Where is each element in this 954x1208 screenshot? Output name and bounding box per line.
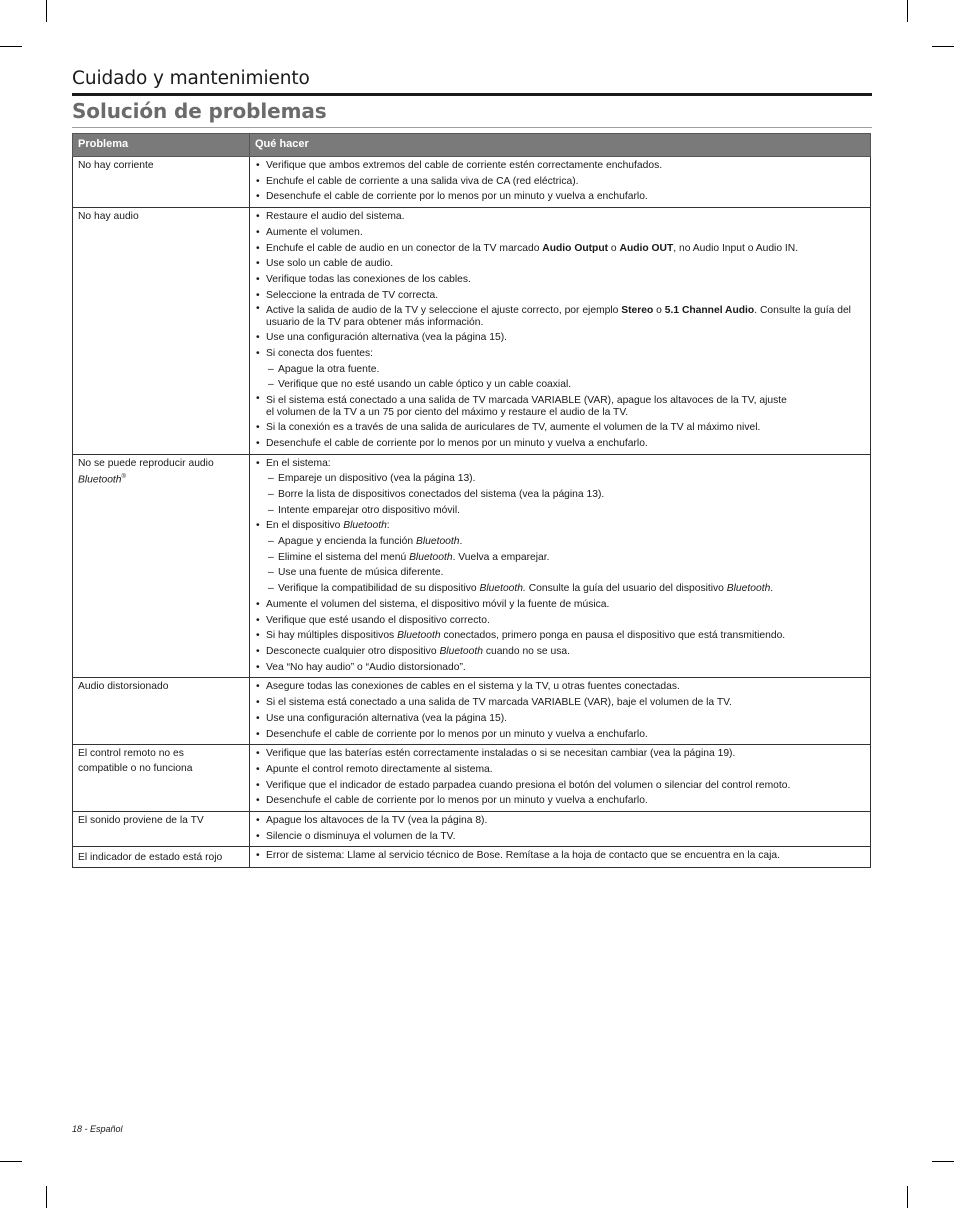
action-item bbox=[255, 346, 865, 393]
italic-term: Bluetooth bbox=[343, 520, 387, 532]
action-text: Active la salida de audio de la TV y seleccione el ajuste correcto, por ejemplo bbox=[266, 305, 622, 317]
problem-text: El control remoto no es bbox=[78, 748, 184, 760]
crop-mark bbox=[907, 1186, 908, 1208]
sub-action-item bbox=[266, 534, 865, 550]
action-text: Si hay múltiples dispositivos bbox=[266, 630, 398, 642]
troubleshooting-table bbox=[72, 133, 871, 868]
action-text: . Vuelva a emparejar. bbox=[452, 551, 550, 563]
problem-text: No hay corriente bbox=[78, 160, 154, 171]
action-item bbox=[255, 456, 865, 519]
action-item: • Restaure el audio del sistema. bbox=[255, 209, 865, 225]
italic-term: Bluetooth bbox=[726, 583, 771, 595]
problem-cell bbox=[73, 745, 250, 812]
problem-cell bbox=[73, 157, 250, 208]
problem-cell bbox=[73, 678, 250, 745]
action-text: cuando no se usa. bbox=[482, 645, 570, 657]
action-text: Apague y encienda la función bbox=[278, 536, 416, 548]
problem-text: Audio distorsionado bbox=[78, 681, 169, 693]
action-item: • Aumente el volumen del sistema, el dispositivo móvil y la fuente de música. bbox=[255, 597, 865, 613]
action-text: En el dispositivo bbox=[266, 520, 344, 532]
action-cell bbox=[250, 678, 871, 745]
action-item bbox=[255, 303, 865, 330]
action-text: En el sistema: bbox=[266, 457, 331, 469]
problem-cell bbox=[73, 454, 250, 678]
action-text: o bbox=[608, 242, 620, 254]
sub-action-item: – Apague la otra fuente. bbox=[266, 362, 865, 378]
action-cell bbox=[250, 745, 871, 812]
sub-action-item bbox=[266, 581, 865, 597]
action-item: • Asegure todas las conexiones de cables en el sistema y la TV, u otras fuentes conectadas. bbox=[255, 679, 865, 695]
action-text: Si el sistema está conectado a una salida de TV marcada VARIABLE (VAR), apague los altavoces de la TV, ajuste bbox=[266, 395, 787, 407]
problem-cell bbox=[73, 208, 250, 454]
crop-mark bbox=[46, 0, 47, 22]
action-item: • Use una configuración alternativa (vea la página 15). bbox=[255, 330, 865, 346]
action-item: • Vea “No hay audio” o “Audio distorsionado”. bbox=[255, 660, 865, 676]
action-item bbox=[255, 628, 865, 644]
column-header-action: Qué hacer bbox=[250, 134, 871, 157]
action-cell bbox=[250, 454, 871, 678]
action-text: Enchufe el cable de audio en un conector de la TV marcado bbox=[266, 242, 543, 254]
crop-mark bbox=[46, 1186, 47, 1208]
italic-term: Bluetooth bbox=[397, 630, 441, 642]
action-cell bbox=[250, 847, 871, 868]
sub-action-item: – Borre la lista de dispositivos conectados del sistema (vea la página 13). bbox=[266, 487, 865, 503]
action-item: • Error de sistema: Llame al servicio técnico de Bose. Remítase a la hoja de contacto que se encuentra en la caja. bbox=[255, 848, 865, 864]
italic-term: Bluetooth. bbox=[479, 583, 526, 595]
action-item: • Verifique que las baterías estén correctamente instaladas o si se necesitan cambiar (vea la página 19). bbox=[255, 746, 865, 762]
registered-mark: ® bbox=[121, 474, 126, 481]
action-item: • Enchufe el cable de corriente a una salida viva de CA (red eléctrica). bbox=[255, 174, 865, 190]
sub-action-item: – Verifique que no esté usando un cable óptico y un cable coaxial. bbox=[266, 377, 865, 393]
sub-action-item bbox=[266, 565, 865, 581]
action-item: • Aumente el volumen. bbox=[255, 225, 865, 241]
problem-text: No se puede reproducir audio bbox=[78, 457, 214, 469]
problem-text bbox=[78, 471, 244, 487]
action-text: el volumen de la TV a un 75 por ciento del máximo y restaure el audio de la TV. bbox=[266, 406, 629, 418]
action-item: • Si el sistema está conectado a una salida de TV marcada VARIABLE (VAR), baje el volumen de la TV. bbox=[255, 695, 865, 711]
action-text: conectados, primero ponga en pausa el dispositivo que está transmitiendo. bbox=[440, 630, 786, 642]
action-item: • Use una configuración alternativa (vea la página 15). bbox=[255, 711, 865, 727]
action-cell bbox=[250, 812, 871, 847]
sub-action-item: – Empareje un dispositivo (vea la página 13). bbox=[266, 471, 865, 487]
action-item: • Apunte el control remoto directamente al sistema. bbox=[255, 762, 865, 778]
action-item bbox=[255, 241, 865, 257]
column-header-problem: Problema bbox=[73, 134, 250, 157]
bold-term: 5.1 Channel Audio bbox=[664, 305, 755, 317]
action-item: • Verifique todas las conexiones de los cables. bbox=[255, 272, 865, 288]
action-text: Si conecta dos fuentes: bbox=[266, 348, 374, 360]
action-item: • Verifique que el indicador de estado parpadea cuando presiona el botón del volumen o silenciar del control remoto. bbox=[255, 778, 865, 794]
action-item bbox=[255, 518, 865, 597]
table-row bbox=[73, 208, 871, 454]
crop-mark bbox=[0, 1161, 22, 1162]
table-row bbox=[73, 847, 871, 868]
italic-term: Bluetooth bbox=[409, 551, 453, 563]
problem-text: No hay audio bbox=[78, 211, 139, 223]
table-row bbox=[73, 454, 871, 678]
action-item: • Verifique que esté usando el dispositivo correcto. bbox=[255, 613, 865, 629]
header-rule bbox=[72, 93, 872, 96]
action-item bbox=[255, 393, 865, 420]
italic-term: Bluetooth bbox=[78, 474, 122, 486]
table-header-row bbox=[73, 134, 871, 157]
action-text: . bbox=[770, 583, 774, 595]
bold-term: Audio Output bbox=[542, 242, 609, 254]
crop-mark bbox=[932, 46, 954, 47]
action-item: • Desenchufe el cable de corriente por lo menos por un minuto y vuelva a enchufarlo. bbox=[255, 793, 865, 809]
table-row bbox=[73, 157, 871, 208]
action-item: • Verifique que ambos extremos del cable de corriente estén correctamente enchufados. bbox=[255, 158, 865, 174]
page-title: Solución de problemas bbox=[72, 99, 327, 123]
action-cell bbox=[250, 157, 871, 208]
action-text: o bbox=[653, 305, 665, 317]
title-rule bbox=[72, 127, 872, 128]
action-item: • Si la conexión es a través de una salida de auriculares de TV, aumente el volumen de la TV al máximo nivel. bbox=[255, 420, 865, 436]
section-title: Cuidado y mantenimiento bbox=[72, 68, 310, 89]
italic-term: Bluetooth bbox=[439, 645, 483, 657]
action-cell bbox=[250, 208, 871, 454]
action-item bbox=[255, 644, 865, 660]
action-text: , no Audio Input o Audio IN. bbox=[673, 242, 799, 254]
action-item: • Desenchufe el cable de corriente por lo menos por un minuto y vuelva a enchufarlo. bbox=[255, 189, 865, 205]
table-row bbox=[73, 745, 871, 812]
action-item: • Silencie o disminuya el volumen de la TV. bbox=[255, 829, 865, 845]
action-item: • Use solo un cable de audio. bbox=[255, 256, 865, 272]
action-text: Use una fuente de música diferente. bbox=[278, 567, 444, 579]
action-item: • Seleccione la entrada de TV correcta. bbox=[255, 288, 865, 304]
problem-text: El sonido proviene de la TV bbox=[78, 815, 204, 827]
action-text: . Consulte la guía del usuario de la TV para obtener más información. bbox=[266, 305, 851, 328]
sub-action-item bbox=[266, 550, 865, 566]
crop-mark bbox=[0, 46, 22, 47]
problem-cell bbox=[73, 847, 250, 868]
action-text: : bbox=[386, 520, 390, 532]
table-row bbox=[73, 812, 871, 847]
crop-mark bbox=[932, 1161, 954, 1162]
bold-term: Audio OUT bbox=[619, 242, 674, 254]
bold-term: Stereo bbox=[621, 305, 654, 317]
italic-term: Bluetooth bbox=[415, 536, 460, 548]
action-text: Desconecte cualquier otro dispositivo bbox=[266, 645, 440, 657]
action-item: • Desenchufe el cable de corriente por lo menos por un minuto y vuelva a enchufarlo. bbox=[255, 436, 865, 452]
problem-text: El indicador de estado está rojo bbox=[78, 852, 223, 864]
problem-text: compatible o no funciona bbox=[78, 763, 193, 774]
page-number: 18 - Español bbox=[72, 1124, 123, 1134]
action-text: . bbox=[459, 536, 463, 548]
action-item: • Apague los altavoces de la TV (vea la página 8). bbox=[255, 813, 865, 829]
action-text: Consulte la guía del usuario del dispositivo bbox=[525, 583, 727, 595]
sub-action-item: – Intente emparejar otro dispositivo móvil. bbox=[266, 503, 865, 519]
action-text: Verifique la compatibilidad de su dispositivo bbox=[278, 583, 480, 595]
table-row bbox=[73, 678, 871, 745]
action-item: • Desenchufe el cable de corriente por lo menos por un minuto y vuelva a enchufarlo. bbox=[255, 727, 865, 743]
action-text: Elimine el sistema del menú bbox=[278, 551, 410, 563]
problem-cell bbox=[73, 812, 250, 847]
crop-mark bbox=[907, 0, 908, 22]
